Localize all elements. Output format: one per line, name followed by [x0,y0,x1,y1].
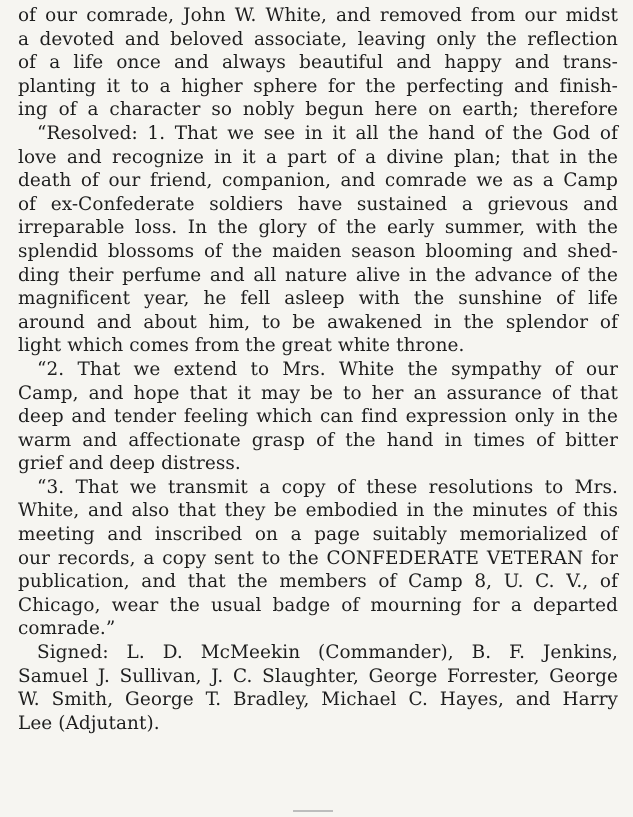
text-line: Signed: L. D. McMeekin (Commander), B. F. Jenkins, [37,642,618,664]
text-line: Camp, and hope that it may be to her an assurance of that [18,382,618,404]
text-line: warm and affectionate grasp of the hand in times of bitter [18,429,618,451]
text-line: light which comes from the great white throne. [18,335,465,357]
text-line: deep and tender feeling which can find expression only in the [18,406,618,428]
section-divider [293,810,333,812]
paragraph-resolved-2 [18,358,618,476]
text-line: comrade.” [18,618,116,640]
text-line: “3. That we transmit a copy of these resolutions to Mrs. [37,476,618,498]
text-line: “Resolved: 1. That we see in it all the hand of the God of [37,122,618,144]
document-page [18,4,618,735]
text-line: “2. That we extend to Mrs. White the sympathy of our [37,358,618,380]
text-line: White, and also that they be embodied in the minutes of this [18,500,618,522]
text-line: splendid blossoms of the maiden season blooming and shed- [18,240,618,262]
text-line: Samuel J. Sullivan, J. C. Slaughter, George Forrester, George [18,665,618,687]
text-line: publication, and that the members of Camp 8, U. C. V., of [18,571,618,593]
paragraph-resolved-3 [18,476,618,641]
text-line: irreparable loss. In the glory of the early summer, with the [18,217,618,239]
text-line: death of our friend, companion, and comrade we as a Camp [18,170,618,192]
text-line: of a life once and always beautiful and happy and trans- [18,52,618,74]
text-line: our records, a copy sent to the CONFEDERATE VETERAN for [18,547,618,569]
paragraph-preamble [18,4,618,122]
text-line: planting it to a higher sphere for the perfecting and finish- [18,75,618,97]
text-line: W. Smith, George T. Bradley, Michael C. Hayes, and Harry [18,689,618,711]
text-line: a devoted and beloved associate, leaving only the reflection [18,28,618,50]
text-line: ding their perfume and all nature alive in the advance of the [18,264,618,286]
text-line: ing of a character so nobly begun here on earth; therefore [18,99,618,121]
text-line: of ex-Confederate soldiers have sustained a grievous and [18,193,618,215]
text-line: Lee (Adjutant). [18,712,160,734]
text-line: Chicago, wear the usual badge of mourning for a departed [18,594,618,616]
text-line: around and about him, to be awakened in the splendor of [18,311,618,333]
text-line: grief and deep distress. [18,453,241,475]
text-line: meeting and inscribed on a page suitably memorialized of [18,524,618,546]
paragraph-resolved-1 [18,122,618,358]
text-line: love and recognize in it a part of a divine plan; that in the [18,146,618,168]
paragraph-signed [18,641,618,735]
text-line: of our comrade, John W. White, and removed from our midst [18,5,618,26]
text-line: magnificent year, he fell asleep with the sunshine of life [18,288,618,310]
